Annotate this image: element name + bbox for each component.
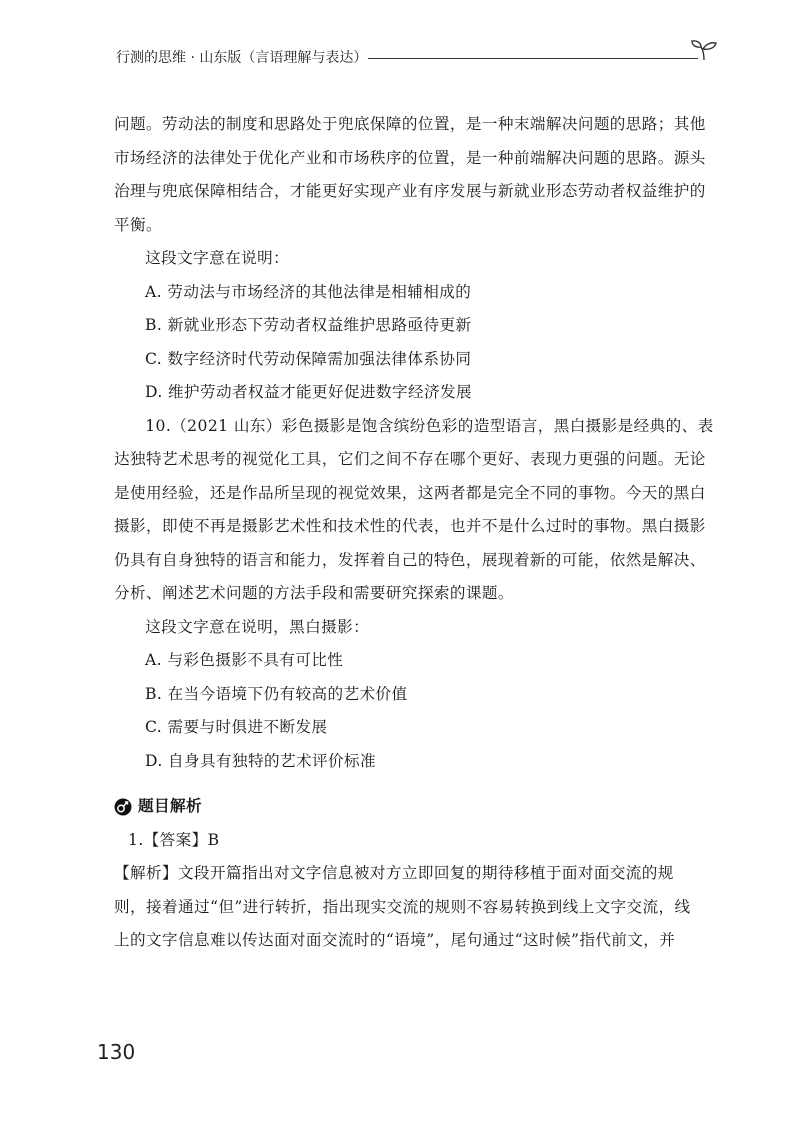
text-line: 分析、阐述艺术问题的方法手段和需要研究探索的课题。 xyxy=(114,584,514,602)
text-line: 【解析】文段开篇指出对文字信息被对方立即回复的期待移植于面对面交流的规 xyxy=(114,864,674,882)
page-number: 130 xyxy=(97,1040,136,1064)
text-line: 治理与兜底保障相结合，才能更好实现产业有序发展与新就业形态劳动者权益维护的 xyxy=(114,182,706,200)
text-line: 市场经济的法律处于优化产业和市场秩序的位置，是一种前端解决问题的思路。源头 xyxy=(114,148,706,167)
page-content xyxy=(114,108,714,958)
text-line: 10.（2021 山东）彩色摄影是饱含缤纷色彩的造型语言，黑白摄影是经典的、表 xyxy=(145,416,714,435)
analysis-heading xyxy=(114,790,714,824)
analysis-badge-icon xyxy=(114,798,132,816)
q9-option-d: D. 维护劳动者权益才能更好促进数字经济发展 xyxy=(145,383,472,401)
q9-prompt: 这段文字意在说明： xyxy=(145,249,290,267)
text-line: 是使用经验，还是作品所呈现的视觉效果，这两者都是完全不同的事物。今天的黑白 xyxy=(114,483,706,502)
sprout-icon xyxy=(690,38,718,62)
q10-stem xyxy=(114,410,714,611)
q10-option-d: D. 自身具有独特的艺术评价标准 xyxy=(145,751,376,770)
q9-option-b: B. 新就业形态下劳动者权益维护思路亟待更新 xyxy=(145,316,472,334)
header-rule xyxy=(368,58,698,59)
q10-option-b: B. 在当今语境下仍有较高的艺术价值 xyxy=(145,684,408,703)
text-line: 则，接着通过“但”进行转折，指出现实交流的规则不容易转换到线上文字交流，线 xyxy=(114,897,691,916)
q10-prompt: 这段文字意在说明，黑白摄影： xyxy=(145,617,370,636)
q9-option-a: A. 劳动法与市场经济的其他法律是相辅相成的 xyxy=(145,282,472,301)
text-line: 平衡。 xyxy=(114,215,162,234)
text-line: 上的文字信息难以传达面对面交流时的“语境”，尾句通过“这时候”指代前文，并 xyxy=(114,931,676,949)
running-header xyxy=(116,44,716,68)
q10-option-c: C. 需要与时俱进不断发展 xyxy=(145,718,328,736)
q10-option-a: A. 与彩色摄影不具有可比性 xyxy=(145,651,344,669)
analysis-heading-text: 题目解析 xyxy=(138,797,202,815)
text-line: 仍具有自身独特的语言和能力，发挥着自己的特色，展现着新的可能，依然是解决、 xyxy=(114,550,706,569)
q9-stem-tail xyxy=(114,108,714,242)
answer-line: 1.【答案】B xyxy=(128,830,220,849)
q9-option-c: C. 数字经济时代劳动保障需加强法律体系协同 xyxy=(145,349,472,368)
text-line: 达独特艺术思考的视觉化工具，它们之间不存在哪个更好、表现力更强的问题。无论 xyxy=(114,450,706,468)
text-line: 摄影，即使不再是摄影艺术性和技术性的代表，也并不是什么过时的事物。黑白摄影 xyxy=(114,517,706,535)
header-title: 行测的思维 · 山东版（言语理解与表达） xyxy=(116,50,368,66)
analysis-body xyxy=(114,857,714,958)
text-line: 问题。劳动法的制度和思路处于兜底保障的位置，是一种末端解决问题的思路；其他 xyxy=(114,115,706,133)
